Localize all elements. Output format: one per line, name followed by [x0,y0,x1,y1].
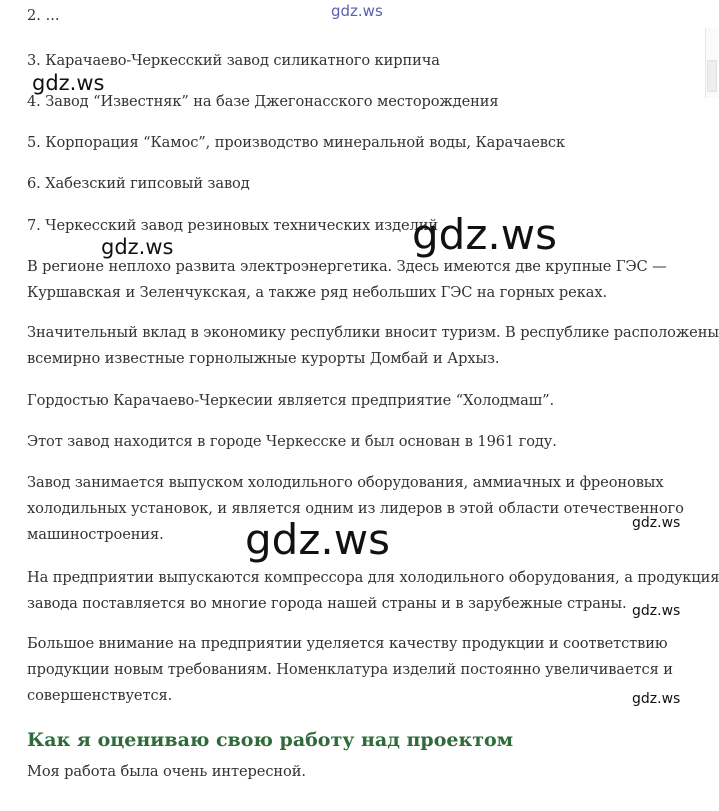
paragraph-quality-line-3: совершенствуется. [27,687,173,704]
watermark-right-2: gdz.ws [632,603,681,619]
watermark-big-2: gdz.ws [245,515,390,564]
watermark-right-1: gdz.ws [632,515,681,531]
watermark-small-2: gdz.ws [101,235,174,259]
paragraph-compressors-line-1: На предприятии выпускаются компрессора для холодильного оборудования, а продукция [27,569,719,586]
list-item-5: 5. Корпорация “Камос”, производство минеральной воды, Карачаевск [27,134,566,151]
cut-off-line-bottom [27,805,587,811]
watermark-right-3: gdz.ws [632,691,681,707]
scrollbar-thumb[interactable] [707,60,717,92]
paragraph-quality-line-2: продукции новым требованиям. Номенклатура изделий постоянно увеличивается и [27,661,673,678]
watermark-top: gdz.ws [331,2,383,20]
list-item-4: 4. Завод “Известняк” на базе Джегонасского месторождения [27,93,499,110]
paragraph-production-line-2: холодильных установок, и является одним из лидеров в этой области отечественного [27,500,684,517]
list-item-6: 6. Хабезский гипсовый завод [27,175,250,192]
paragraph-quality-line-1: Большое внимание на предприятии уделяется качеству продукции и соответствию [27,635,668,652]
paragraph-founded: Этот завод находится в городе Черкесске и был основан в 1961 году. [27,433,557,450]
cut-off-line-top [27,7,227,24]
list-item-7: 7. Черкесский завод резиновых технических изделий [27,217,439,234]
section-heading: Как я оцениваю свою работу над проектом [27,729,514,751]
watermark-small-1: gdz.ws [32,71,105,95]
paragraph-compressors-line-2: завода поставляется во многие города нашей страны и в зарубежные страны. [27,595,627,612]
paragraph-tourism-line-2: всемирно известные горнолыжные курорты Домбай и Архыз. [27,350,500,367]
cut-off-text-top: 2. ... [27,7,60,24]
watermark-big-1: gdz.ws [412,210,557,259]
paragraph-energy-line-1: В регионе неплохо развита электроэнергетика. Здесь имеются две крупные ГЭС — [27,258,667,275]
paragraph-work: Моя работа была очень интересной. [27,763,306,780]
list-item-3: 3. Карачаево-Черкесский завод силикатного кирпича [27,52,440,69]
paragraph-pride: Гордостью Карачаево-Черкесии является предприятие “Холодмаш”. [27,392,555,409]
paragraph-production-line-3: машиностроения. [27,526,164,543]
paragraph-energy-line-2: Куршавская и Зеленчукская, а также ряд небольших ГЭС на горных реках. [27,284,607,301]
paragraph-production-line-1: Завод занимается выпуском холодильного оборудования, аммиачных и фреоновых [27,474,664,491]
paragraph-tourism-line-1: Значительный вклад в экономику республики вносит туризм. В республике расположены [27,324,719,341]
